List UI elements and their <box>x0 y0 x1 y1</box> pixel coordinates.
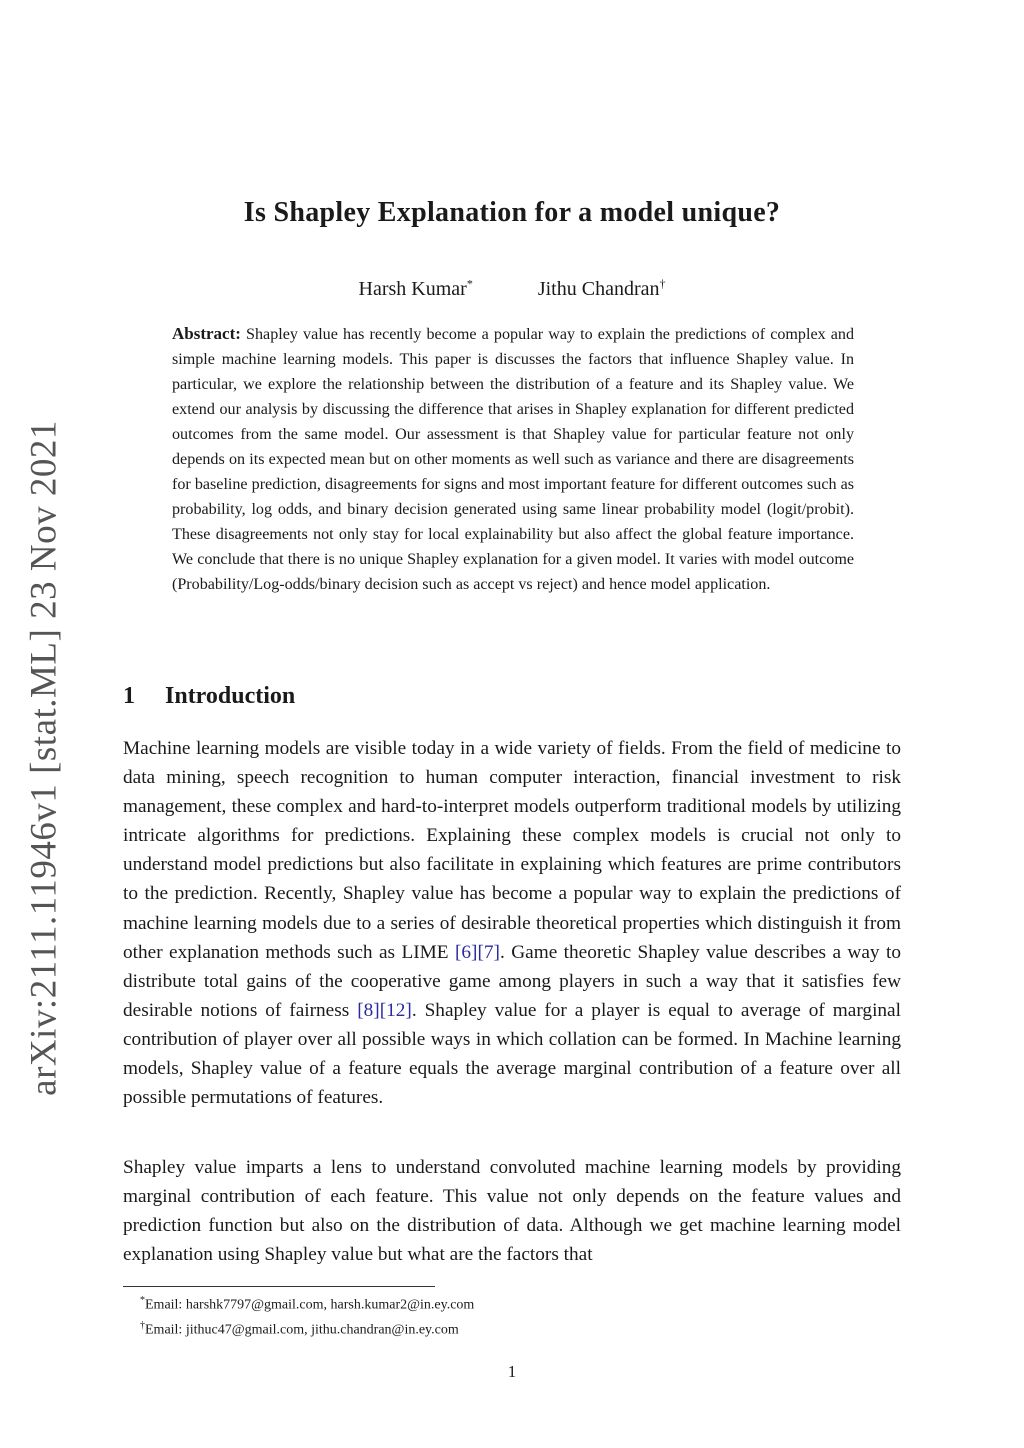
arxiv-identifier-text: arXiv:2111.11946v1 [stat.ML] 23 Nov 2021 <box>23 420 65 1096</box>
author-2 <box>538 278 666 300</box>
arxiv-identifier-stamp <box>4 418 84 1098</box>
footnote-mark: † <box>140 1319 145 1331</box>
footnote-mark: * <box>140 1295 145 1306</box>
author-1-name: Harsh Kumar <box>358 277 467 300</box>
abstract-label: Abstract: <box>172 324 241 343</box>
paragraph-text: Machine learning models are visible today in a wide variety of fields. From the field of medicine to data mining, speech recognition to human computer interaction, financial investment to risk management, these complex and hard-to-interpret models outperform traditional models by utilizing intricate algorithms for predictions. Explaining these complex models is crucial not only to understand model predictions but also facilitate in explaining which features are prime contributors to the prediction. Recently, Shapley value has become a popular way to explain the predictions of machine learning models due to a series of desirable theoretical properties which distinguish it from other explanation methods such as LIME <box>123 738 901 963</box>
intro-paragraph-1 <box>123 734 901 1112</box>
footnote-text: Email: jithuc47@gmail.com, jithu.chandran@in.ey.com <box>145 1322 459 1338</box>
author-1 <box>359 278 473 300</box>
citation-link[interactable]: [12] <box>379 999 412 1021</box>
section-heading <box>123 683 295 710</box>
footnote-divider <box>123 1286 435 1287</box>
paragraph-text: . Shapley value for a player is equal to average of marginal contribution of player over all possible ways in which collation can be formed. In Machine learning models, Shapley value of a feature equals the average marginal contribution of a feature over all possible permutations of features. <box>123 999 901 1109</box>
section-number: 1 <box>123 683 135 709</box>
author-2-footnote-mark: † <box>659 276 666 290</box>
citation-link[interactable]: [6] <box>455 941 478 963</box>
section-title: Introduction <box>165 683 296 709</box>
author-list <box>0 276 1024 301</box>
citation-link[interactable]: [8] <box>357 999 380 1021</box>
paper-title: Is Shapley Explanation for a model unique? <box>243 197 781 228</box>
page-number: 1 <box>507 1362 517 1381</box>
paragraph-text: . Game theoretic Shapley value describes a way to distribute total gains of the cooperative game among players in such a way that it satisfies few desirable notions of fairness <box>123 941 901 1021</box>
author-2-name: Jithu Chandran <box>537 277 660 300</box>
abstract <box>172 321 854 597</box>
intro-paragraph-2: Shapley value imparts a lens to understand convoluted machine learning models by providing marginal contribution of each feature. This value not only depends on the feature values and prediction function but also on the distribution of data. Although we get machine learning model explanation using Shapley value but what are the factors that <box>123 1157 901 1266</box>
author-1-footnote-mark: * <box>466 276 473 290</box>
footnotes <box>140 1291 474 1340</box>
footnote-1 <box>140 1291 474 1316</box>
abstract-text: Shapley value has recently become a popular way to explain the predictions of complex and simple machine learning models. This paper is discusses the factors that influence Shapley value. In particular, we explore the relationship between the distribution of a feature and its Shapley value. We extend our analysis by discussing the difference that arises in Shapley explanation for different predicted outcomes from the same model. Our assessment is that Shapley value for particular feature not only depends on its expected mean but on other moments as well such as variance and there are disagreements for baseline prediction, disagreements for signs and most important feature for different outcomes such as probability, log odds, and binary decision generated using same linear probability model (logit/probit). These disagreements not only stay for local explainability but also affect the global feature importance. We conclude that there is no unique Shapley explanation for a given model. It varies with model outcome (Probability/Log-odds/binary decision such as accept vs reject) and hence model application. <box>172 326 854 593</box>
citation-link[interactable]: [7] <box>477 941 500 963</box>
footnote-text: Email: harshk7797@gmail.com, harsh.kumar2@in.ey.com <box>145 1297 475 1313</box>
footnote-2 <box>140 1316 474 1341</box>
